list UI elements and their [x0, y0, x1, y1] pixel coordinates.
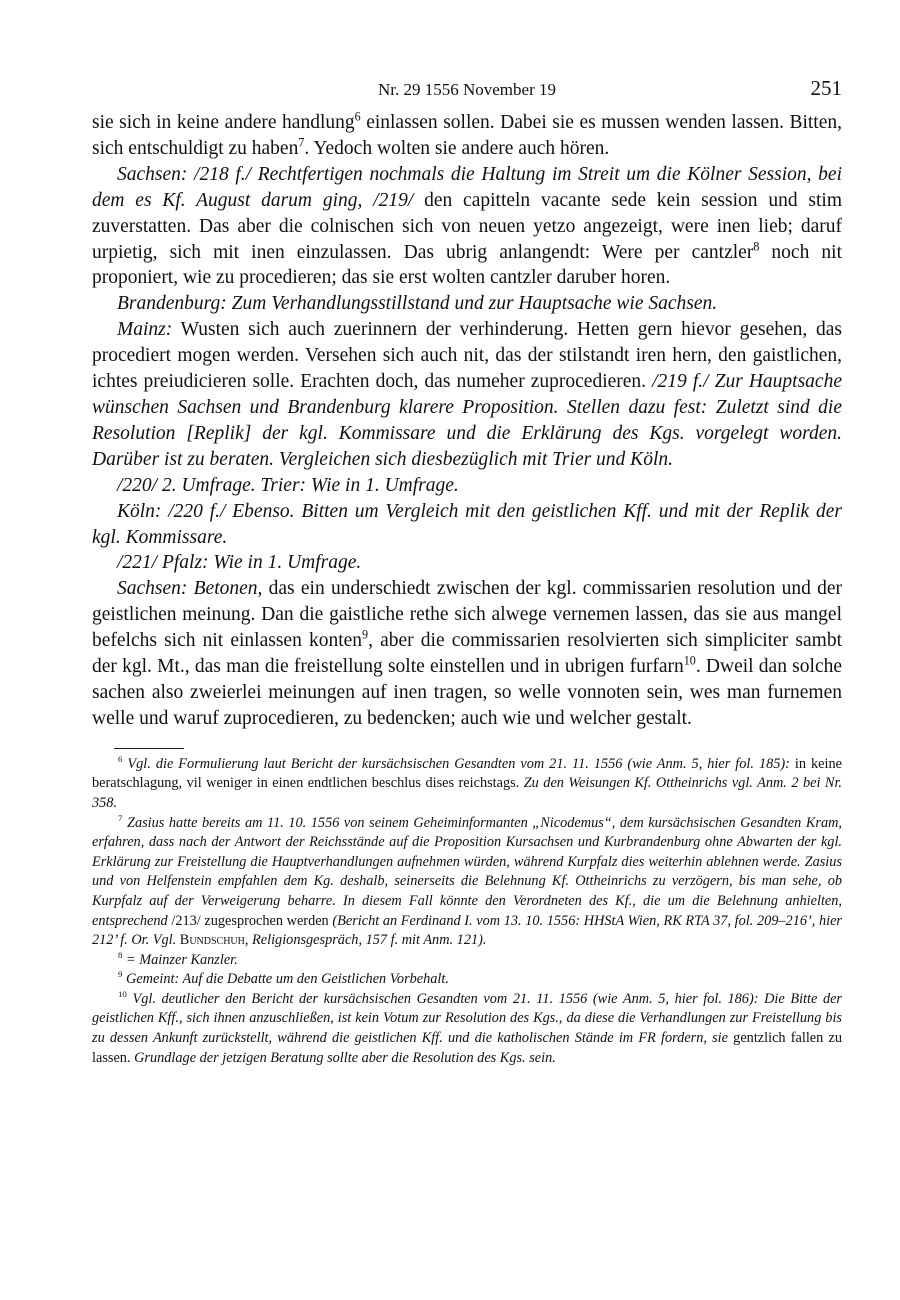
text-run: , aber die commissarien resolvierten sich simpliciter sambt der kgl. Mt., das man die freistellung solte einstellen und in ubrigen furfarn — [92, 630, 843, 678]
footnote — [92, 814, 842, 951]
note-marker: 10 — [118, 989, 127, 1000]
footnote-text: gentzlich fallen zu lassen. — [92, 1030, 842, 1066]
body-paragraph — [92, 317, 842, 472]
footnote — [92, 990, 842, 1068]
footnote — [92, 970, 842, 990]
note-marker: 7 — [298, 135, 305, 150]
text-run: Sachsen: Betonen, — [117, 578, 263, 600]
text-run: /221/ Pfalz: Wie in 1. Umfrage. — [117, 552, 362, 574]
note-marker: 6 — [354, 109, 361, 124]
page-number: 251 — [810, 76, 842, 100]
footnote-text: Bundschuh — [176, 932, 245, 949]
document-page — [92, 74, 842, 1068]
note-marker: 7 — [118, 812, 123, 823]
footnote — [92, 951, 842, 971]
text-run: Brandenburg: Zum Verhandlungsstillstand und zur Hauptsache wie Sachsen. — [117, 293, 718, 315]
text-run: . Yedoch wolten sie andere auch hören. — [304, 137, 610, 159]
body-paragraph — [92, 291, 842, 317]
footnote-text: Vgl. die Formulierung laut Bericht der kursächsischen Gesandten vom 21. 11. 1556 (wie Anm. 5, hier fol. 185): — [122, 755, 790, 772]
footnote-text: Vgl. deutlicher den Bericht der kursächsischen Gesandten vom 21. 11. 1556 (wie Anm. 5, hier fol. 186): Die Bitte der geistlichen Kff., sich ihnen anzuschließen, ist kein Votum zur Resolution des Kgs., da diese die Verhandlungen zur Freistellung bis zu dessen Ankunft zurückstellt, während die geistlichen Kff. und die katholischen Stände im FR fordern, sie — [92, 990, 842, 1047]
text-run: . Dweil dan solche sachen also zweierlei meinungen auf inen tragen, so welle vonnoten sein, wes man furnemen welle und waruf zuprocedieren, zu bedencken; auch wie und welcher gestalt. — [92, 656, 842, 729]
main-text — [92, 110, 842, 732]
text-run: Mainz: — [117, 319, 173, 341]
body-paragraph — [92, 162, 842, 292]
text-run: einlassen sollen. Dabei sie es mussen wenden lassen. Bitten, sich entschuldigt zu haben — [92, 112, 843, 159]
body-paragraph — [92, 576, 842, 731]
body-paragraph — [92, 499, 842, 551]
body-paragraph — [92, 110, 842, 162]
footnote-text: = Mainzer Kanzler. — [122, 951, 238, 968]
footnote-text: (Bericht an Ferdinand I. vom 13. 10. 1556: HHStA Wien, RK RTA 37, fol. 209–216’, hier 212’ f. Or. Vgl. — [92, 912, 843, 949]
footnote-text: Gemeint: Auf die Debatte um den Geistlichen Vorbehalt. — [122, 971, 449, 988]
footnote-divider — [114, 748, 184, 749]
footnote-text: Grundlage der jetzigen Beratung sollte aber die Resolution des Kgs. sein. — [134, 1049, 556, 1066]
note-marker: 9 — [362, 627, 369, 642]
text-run: Wusten sich auch zuerinnern der verhinderung. Hetten gern hievor gesehen, das procediert mogen werden. Versehen sich auch nit, das der stilstandt iren hern, den gaistlichen, ichtes preiudicieren solle. Erachten doch, das numeher zuprocedieren. — [92, 319, 842, 393]
note-marker: 6 — [118, 753, 123, 764]
text-run: /219 f./ Zur Hauptsache wünschen Sachsen und Brandenburg klarere Proposition. Stellen dazu fest: Zuletzt sind die Resolution [Replik] der kgl. Kommissare und die Erklärung des Kgs. vorgelegt worden. Darüber ist zu beraten. Vergleichen sich diesbezüglich mit Trier und Köln. — [92, 371, 842, 470]
text-run: Köln: /220 f./ Ebenso. Bitten um Vergleich mit den geistlichen Kff. und mit der Replik der kgl. Kommissare. — [92, 500, 842, 548]
footnote — [92, 755, 842, 814]
note-marker: 8 — [753, 239, 760, 254]
note-marker: 9 — [118, 969, 123, 980]
body-paragraph — [92, 550, 842, 576]
text-run: sie sich in keine andere handlung — [92, 112, 355, 133]
footnote-text: Zasius hatte bereits am 11. 10. 1556 von seinem Geheiminformanten „Nicodemus“, dem kursächsischen Gesandten Kram, erfahren, dass nach der Antwort der Reichsstände auf die Proposition Kursachsen und Kurbrandenburg ohne Abwarten der kgl. Erklärung zur Freistellung die Hauptverhandlungen aufnehmen würden, während Kurpfalz dies weiterhin ablehnen werde. Zasius und von Helfenstein empfahlen dem Kg. deshalb, seinerseits die Belehnung Kf. Ottheinrichs zu verzögern, bis man sehe, ob Kurpfalz auf der Verweigerung beharre. In diesem Fall könnte den Verordneten des Kf., die um die Belehnung anhielten, entsprechend — [92, 814, 842, 929]
footnote-text: Zu den Weisungen Kf. Ottheinrichs vgl. Anm. 2 bei Nr. 358. — [92, 775, 842, 811]
footnote-text: in keine beratschlagung, vil weniger in einen endtlichen beschlus dises reichstags. — [92, 755, 842, 792]
running-header — [92, 74, 842, 110]
text-run: /220/ 2. Umfrage. Trier: Wie in 1. Umfrage. — [117, 474, 459, 496]
body-paragraph — [92, 473, 842, 499]
header-title: Nr. 29 1556 November 19 — [377, 80, 556, 99]
text-run: noch nit proponiert, wie zu procedieren; das sie erst wolten cantzler daruber horen. — [92, 241, 842, 289]
footnote-text: /213/ zugesprochen werden — [167, 912, 333, 929]
footnote-text: , Religionsgespräch, 157 f. mit Anm. 121). — [244, 932, 487, 949]
text-run: Sachsen: /218 f./ Rechtfertigen nochmals die Haltung im Streit um die Kölner Session, bei dem es Kf. August darum ging, /219/ — [92, 163, 842, 211]
text-run: den capitteln vacante sede kein session und stim zuverstatten. Das aber die colnischen sich von neuen yetzo angezeigt, were inen lieb; daruf urpietig, sich mit inen einzulassen. Das ubrig anlangendt: Were per cantzler — [92, 189, 842, 263]
footnotes — [92, 755, 842, 1069]
text-run: das ein underschiedt zwischen der kgl. commissarien resolution und der geistlichen meinung. Dan die gaistliche rethe sich alwege vernemen lassen, das sie aus mangel befelchs sich nit einlassen konten — [92, 578, 842, 652]
note-marker: 8 — [118, 949, 123, 960]
note-marker: 10 — [683, 653, 696, 668]
